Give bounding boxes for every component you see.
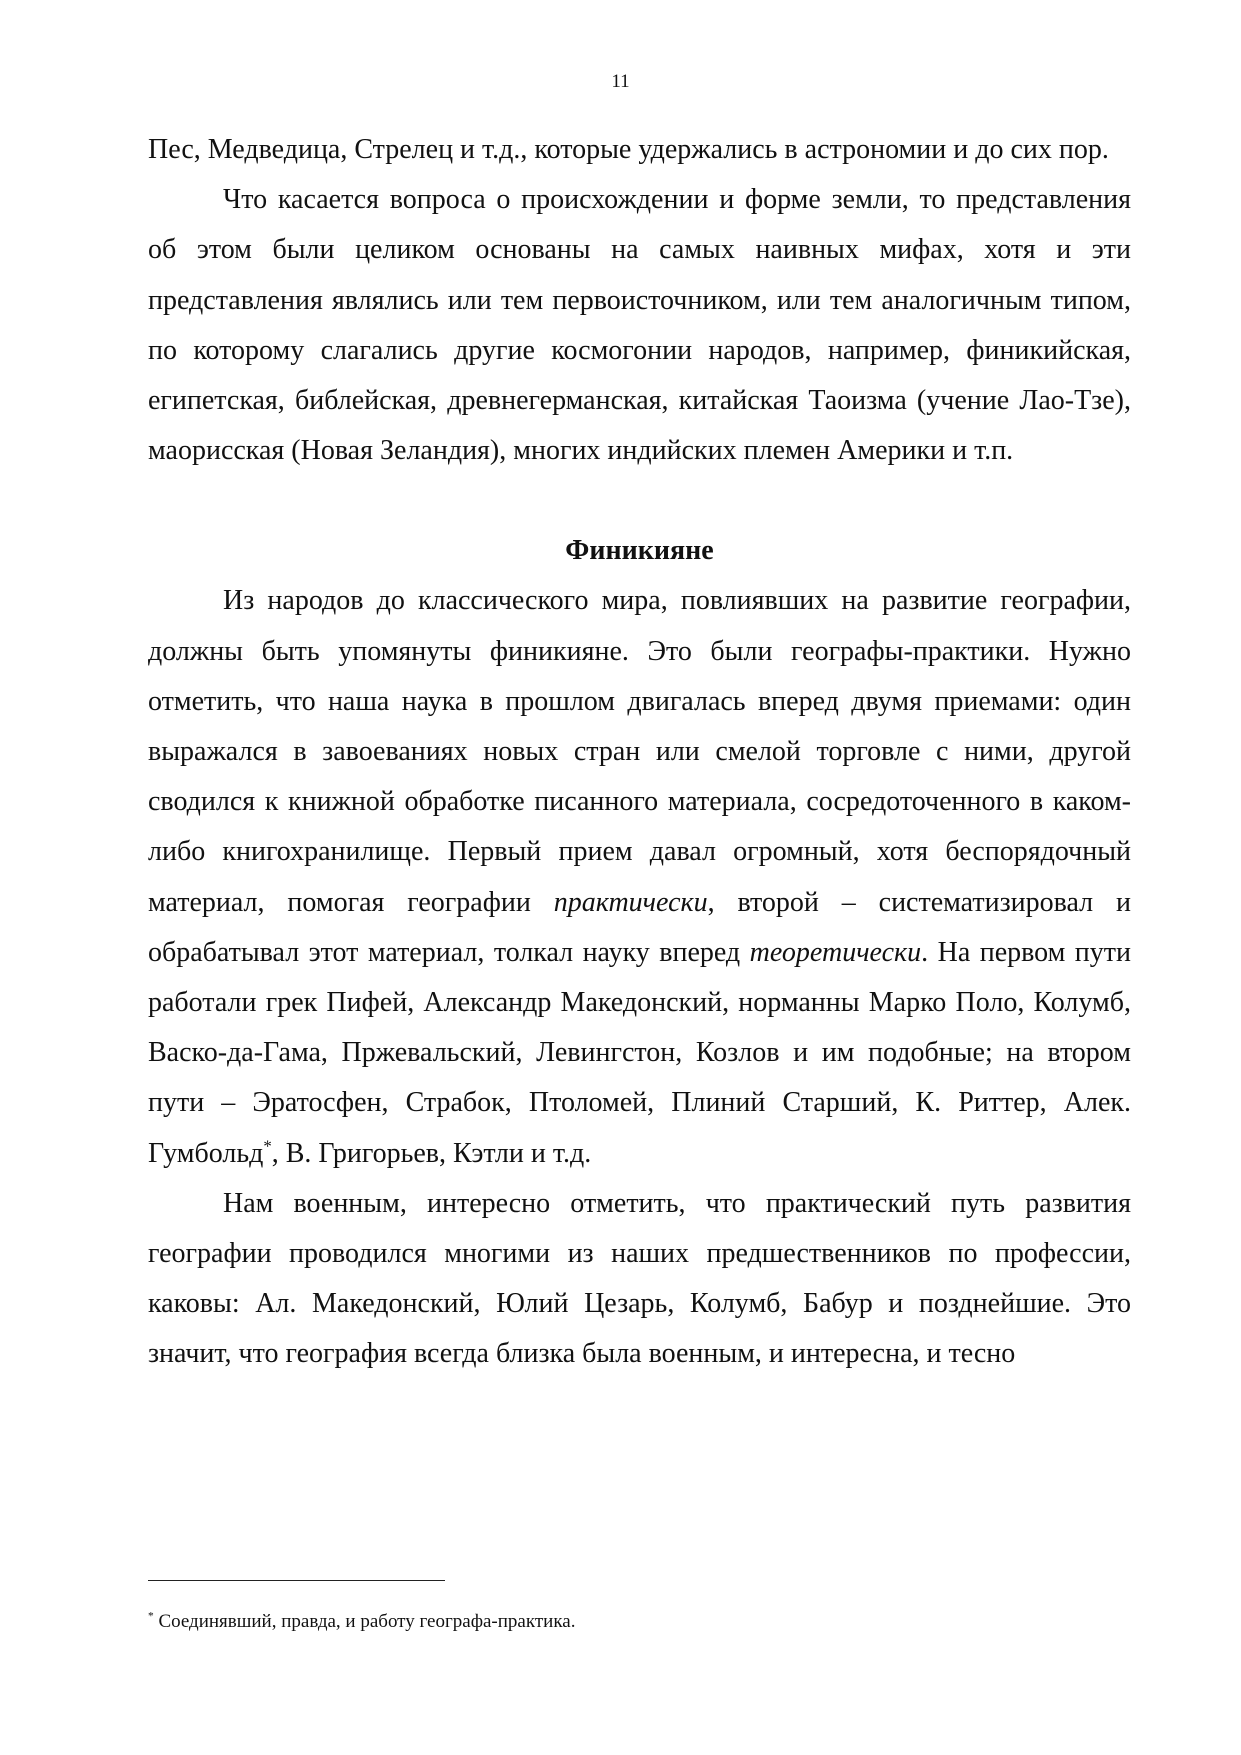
italic-term: теоретически	[749, 936, 922, 968]
paragraph-continuation: Пес, Медведица, Стрелец и т.д., которые удержались в астрономии и до сих пор.	[148, 134, 1109, 165]
footnote-reference[interactable]: *	[263, 1136, 272, 1156]
page-number: 11	[611, 71, 630, 92]
paragraph-origin-of-earth: Что касается вопроса о происхождении и форме земли, то представления об этом были целиком основаны на самых наивных мифах, хотя и эти представления являлись или тем первоисточником, или тем аналогичным типом, по которому слагались другие космогонии народов, например, финикийская, египетская, библейская, древнегерманская, китайская Таоизма (учение Лао-Тзе), маорисская (Новая Зеландия), многих индийских племен Америки и т.п.	[148, 184, 1131, 467]
section-heading: Финикияне	[565, 535, 714, 567]
paragraph-military: Нам военным, интересно отметить, что практический путь развития географии проводился многими из наших предшественников по профессии, каковы: Ал. Македонский, Юлий Цезарь, Колумб, Бабур и позднейшие. Это значит, что география всегда близка была военным, и интересна, и тесно	[148, 1187, 1131, 1370]
footnote	[148, 1610, 1131, 1634]
footnote-divider	[148, 1580, 445, 1581]
document-body	[148, 125, 1131, 1380]
italic-term: практически	[553, 886, 708, 918]
footnote-text: Соединявший, правда, и работу географа-практика.	[153, 1611, 576, 1632]
paragraph-text: Из народов до классического мира, повлиявших на развитие географии, должны быть упомянуты финикияне. Это были географы-практики. Нужно отметить, что наша наука в прошлом двигалась вперед двумя приемами: один выражался в завоеваниях новых стран или смелой торговле с ними, другой сводился к книжной обработке писанного материала, сосредоточенного в каком-либо книгохранилище. Первый прием давал огромный, хотя беспорядочный материал, помогая географии	[148, 585, 1131, 918]
paragraph-phoenicians	[148, 576, 1131, 1178]
paragraph-text: , В. Григорьев, Кэтли и т.д.	[271, 1137, 592, 1169]
paragraph-text: , второй – систематизировал и обрабатывал этот материал, толкал науку вперед	[148, 886, 1132, 968]
paragraph-text: . На первом пути работали грек Пифей, Александр Македонский, норманны Марко Поло, Колумб, Васко-да-Гама, Пржевальский, Левингстон, Козлов и им подобные; на втором пути – Эратосфен, Страбок, Птоломей, Плиний Старший, К. Риттер, Алек. Гумбольд	[148, 936, 1131, 1169]
footnote-mark: *	[148, 1610, 154, 1623]
